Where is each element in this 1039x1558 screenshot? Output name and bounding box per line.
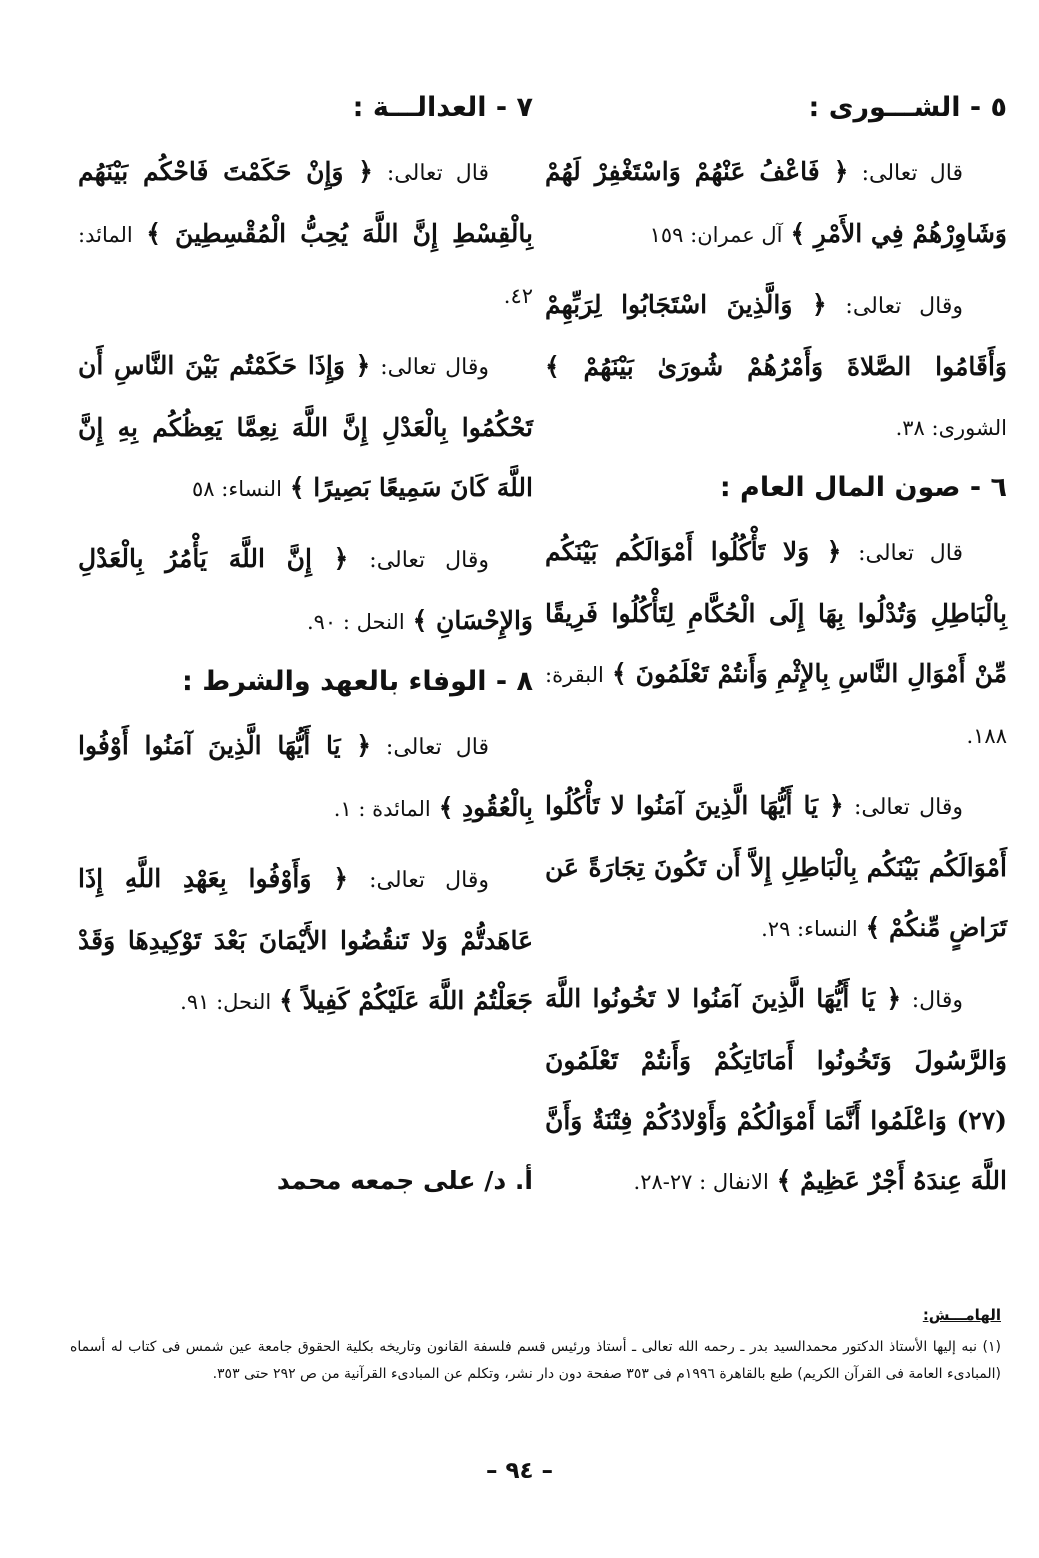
verse-reference: النحل: ٩١. — [180, 990, 272, 1014]
footnotes — [70, 1306, 1001, 1388]
paragraph — [78, 336, 533, 519]
author-signature: أ. د/ على جمعه محمد — [276, 1166, 533, 1195]
quran-verse: ﴿ يَا أَيُّهَا الَّذِينَ آمَنُوا أَوْفُوا بِالْعُقُودِ ﴾ — [78, 731, 533, 822]
paragraph — [545, 142, 1007, 265]
verse-intro: قال تعالى: — [385, 735, 489, 760]
verse-reference: البقرة: ١٨٨. — [545, 663, 1007, 748]
quran-verse: ﴿ وَإِذَا حَكَمْتُم بَيْنَ النَّاسِ أَن تَحْكُمُوا بِالْعَدْلِ إِنَّ اللَّهَ نِعِمَّا يَعِظُكُم بِهِ إِنَّ اللَّهَ كَانَ سَمِيعًا بَصِيرًا ﴾ — [78, 351, 533, 502]
verse-reference: الشورى: ٣٨. — [895, 416, 1007, 440]
verse-intro: وقال تعالى: — [845, 294, 963, 319]
verse-intro: قال تعالى: — [861, 161, 963, 186]
quran-verse: ﴿ يَا أَيُّهَا الَّذِينَ آمَنُوا لا تَأْكُلُوا أَمْوَالَكُم بَيْنَكُم بِالْبَاطِلِ إِلاَّ أَن تَكُونَ تِجَارَةً عَن تَرَاضٍ مِّنكُمْ ﴾ — [545, 791, 1007, 942]
paragraph — [545, 522, 1007, 766]
verse-intro: وقال تعالى: — [853, 795, 963, 820]
paragraph — [545, 969, 1007, 1212]
verse-reference: النساء: ٥٨ — [192, 477, 282, 501]
page-number: – ٩٤ – — [485, 1458, 554, 1484]
paragraph — [545, 275, 1007, 458]
verse-intro: وقال: — [911, 988, 963, 1013]
verse-reference: الانفال : ٢٧-٢٨. — [633, 1170, 769, 1194]
paragraph — [78, 529, 533, 652]
verse-intro: قال تعالى: — [858, 541, 963, 566]
verse-reference: المائد: ٤٢. — [78, 223, 533, 308]
left-column — [78, 88, 533, 1042]
verse-intro: قال تعالى: — [386, 161, 490, 186]
quran-verse: ﴿ وَأَوْفُوا بِعَهْدِ اللَّهِ إِذَا عَاهَدتُّمْ وَلا تَنقُضُوا الأَيْمَانَ بَعْدَ تَوْكِيدِهَا وَقَدْ جَعَلْتُمُ اللَّهَ عَلَيْكُمْ كَفِيلاً ﴾ — [78, 864, 533, 1015]
quran-verse: ﴿ إِنَّ اللَّهَ يَأْمُرُ بِالْعَدْلِ وَالإِحْسَانِ ﴾ — [78, 544, 533, 635]
paragraph — [545, 776, 1007, 959]
footnote-1: (١) نبه إليها الأستاذ الدكتور محمدالسيد بدر ـ رحمه الله تعالى ـ أستاذ ورئيس قسم فلسفة القانون وتاريخه بكلية الحقوق جامعة عين شمس فى كتاب له أسماه (المبادىء العامة فى القرآن الكريم) طبع بالقاهرة ١٩٩٦م فى ٣٥٣ صفحة دون دار نشر، وتكلم عن المبادىء القرآنية من ص ٢٩٢ حتى ٣٥٣. — [70, 1339, 1001, 1382]
verse-reference: النساء: ٢٩. — [761, 917, 858, 941]
section-heading-shura: ٥ - الشـــورى : — [808, 92, 1007, 123]
quran-verse: ﴿ وَإِنْ حَكَمْتَ فَاحْكُم بَيْنَهُم بِالْقِسْطِ إِنَّ اللَّهَ يُحِبُّ الْمُقْسِطِينَ ﴾ — [78, 157, 534, 248]
verse-reference: آل عمران: ١٥٩ — [649, 223, 783, 247]
quran-verse: ﴿ فَاعْفُ عَنْهُمْ وَاسْتَغْفِرْ لَهُمْ وَشَاوِرْهُمْ فِي الأَمْرِ ﴾ — [545, 157, 1007, 248]
verse-intro: وقال تعالى: — [369, 548, 489, 573]
right-column — [545, 88, 1007, 1222]
quran-verse: ﴿ وَالَّذِينَ اسْتَجَابُوا لِرَبِّهِمْ وَأَقَامُوا الصَّلاةَ وَأَمْرُهُمْ شُورَىٰ بَيْنَهُمْ ﴾ — [545, 290, 1007, 381]
verse-intro: وقال تعالى: — [380, 355, 489, 380]
section-heading-public-money: ٦ - صون المال العام : — [719, 472, 1007, 503]
verse-reference: المائدة : ١. — [333, 797, 431, 821]
quran-verse: ﴿ يَا أَيُّهَا الَّذِينَ آمَنُوا لا تَخُونُوا اللَّهَ وَالرَّسُولَ وَتَخُونُوا أَمَانَاتِكُمْ وَأَنتُمْ تَعْلَمُونَ (٢٧) وَاعْلَمُوا أَنَّمَا أَمْوَالُكُمْ وَأَوْلادُكُمْ فِتْنَةٌ وَأَنَّ اللَّهَ عِندَهُ أَجْرٌ عَظِيمٌ ﴾ — [545, 984, 1007, 1195]
quran-verse: ﴿ وَلا تَأْكُلُوا أَمْوَالَكُم بَيْنَكُم بِالْبَاطِلِ وَتُدْلُوا بِهَا إِلَى الْحُكَّامِ لِتَأْكُلُوا فَرِيقًا مِّنْ أَمْوَالِ النَّاسِ بِالإِثْمِ وَأَنتُمْ تَعْلَمُونَ ﴾ — [545, 537, 1007, 688]
section-heading-fulfilling-covenants: ٨ - الوفاء بالعهد والشرط : — [182, 666, 533, 697]
paragraph — [78, 716, 533, 839]
section-heading-justice: ٧ - العدالـــة : — [352, 92, 533, 123]
verse-reference: النحل : ٩٠. — [306, 610, 405, 634]
verse-intro: وقال تعالى: — [369, 868, 489, 893]
paragraph — [78, 849, 533, 1032]
paragraph — [78, 142, 533, 326]
footnotes-title: الهامـــش: — [922, 1306, 1001, 1324]
